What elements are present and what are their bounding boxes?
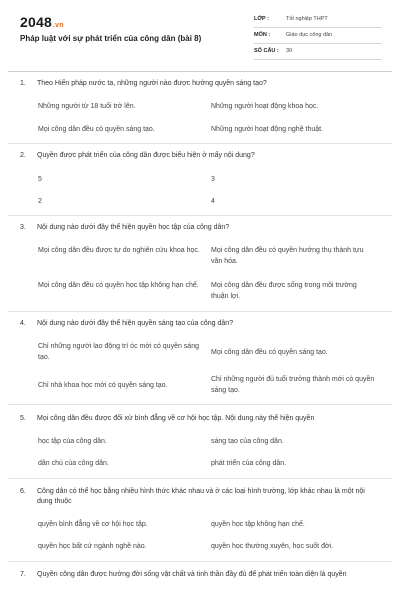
meta-grade-row	[254, 14, 382, 28]
answer-option[interactable]: quyền học bất cứ ngành nghề nào.	[38, 543, 147, 550]
answer-option[interactable]: 4	[211, 198, 215, 205]
answer-option[interactable]: 5	[38, 176, 42, 183]
meta-count-value: 30	[286, 48, 293, 54]
question-number: 1.	[20, 80, 26, 87]
answer-option[interactable]: Chỉ những người đủ tuổi trưởng thành mới có quyền sáng tạo.	[211, 376, 375, 394]
question-number: 5.	[20, 415, 26, 422]
answer-option[interactable]: Mọi công dân đều có quyền sáng tạo.	[38, 126, 155, 133]
answer-option[interactable]: Những người hoạt động nghệ thuật.	[211, 126, 324, 133]
answer-option[interactable]: sáng tạo của công dân.	[211, 438, 284, 445]
question-divider	[8, 404, 392, 405]
meta-count-label: SỐ CÂU :	[254, 48, 279, 54]
meta-grade-label: LỚP :	[254, 16, 269, 22]
answer-option[interactable]: quyền học tập không hạn chế.	[211, 521, 305, 528]
question-number: 3.	[20, 224, 26, 231]
answer-option[interactable]: Mọi công dân đều có quyền sáng tạo.	[211, 349, 328, 356]
answer-option[interactable]: dân chủ của công dân.	[38, 460, 109, 467]
logo-text: 2048	[20, 14, 52, 30]
page-header	[0, 0, 400, 68]
header-divider	[8, 71, 392, 72]
question-text: Mọi công dân đều được đối xử bình đẳng về cơ hội học tập. Nội dung này thể hiện quyền	[37, 415, 315, 422]
answer-option[interactable]: Mọi công dân đều được sống trong môi trường thuận lợi.	[211, 282, 357, 300]
question-number: 7.	[20, 571, 26, 578]
question-text: Quyền được phát triển của công dân được biểu hiện ở mấy nội dung?	[37, 152, 255, 159]
meta-grade-value: Tốt nghiệp THPT	[286, 16, 328, 22]
document-title: Pháp luật với sự phát triển của công dân (bài 8)	[20, 34, 202, 43]
answer-option[interactable]: Những người từ 18 tuổi trở lên.	[38, 103, 136, 110]
question-text: Theo Hiến pháp nước ta, những người nào được hưởng quyền sáng tạo?	[37, 80, 267, 87]
answer-option[interactable]: 3	[211, 176, 215, 183]
answer-option[interactable]: Mọi công dân đều có quyền học tập không hạn chế.	[38, 282, 199, 289]
meta-count-row	[254, 46, 382, 60]
question-divider	[8, 311, 392, 312]
exam-meta	[254, 14, 382, 62]
question-number: 2.	[20, 152, 26, 159]
meta-subject-value: Giáo dục công dân	[286, 32, 333, 38]
answer-option[interactable]: 2	[38, 198, 42, 205]
answer-option[interactable]: quyền học thường xuyên, học suốt đời.	[211, 543, 334, 550]
question-divider	[8, 478, 392, 479]
question-text: Quyền công dân được hưởng đời sống vật chất và tinh thần đầy đủ để phát triển toàn diện là quyền	[37, 571, 347, 578]
question-text: Nội dung nào dưới đây thể hiện quyền học tập của công dân?	[37, 224, 230, 231]
answer-option[interactable]: quyền bình đẳng về cơ hội học tập.	[38, 521, 148, 528]
answer-option[interactable]: học tập của công dân.	[38, 438, 107, 445]
answer-option[interactable]: Chỉ nhà khoa học mới có quyền sáng tạo.	[38, 382, 168, 389]
question-text: Công dân có thể học bằng nhiều hình thức khác nhau và ở các loại hình trường, lớp khác nhau là một nội dung thuộc	[37, 488, 365, 505]
answer-option[interactable]: Mọi công dân đều được tự do nghiên cứu khoa học.	[38, 247, 200, 254]
question-divider	[8, 215, 392, 216]
meta-subject-label: MÔN :	[254, 32, 271, 38]
logo-suffix: .vn	[52, 22, 64, 29]
answer-option[interactable]: Mọi công dân đều có quyền hưởng thụ thành tựu văn hóa.	[211, 247, 364, 265]
question-number: 4.	[20, 320, 26, 327]
answer-option[interactable]: Những người hoạt động khoa học.	[211, 103, 319, 110]
meta-subject-row	[254, 30, 382, 44]
answer-option[interactable]: phát triển của công dân.	[211, 460, 287, 467]
answer-option[interactable]: Chỉ những người lao động trí óc mới có quyền sáng tạo.	[38, 343, 199, 361]
question-divider	[8, 143, 392, 144]
question-text: Nội dung nào dưới đây thể hiện quyền sáng tạo của công dân?	[37, 320, 234, 327]
question-number: 6.	[20, 488, 26, 495]
site-logo[interactable]	[20, 14, 64, 30]
question-divider	[8, 561, 392, 562]
